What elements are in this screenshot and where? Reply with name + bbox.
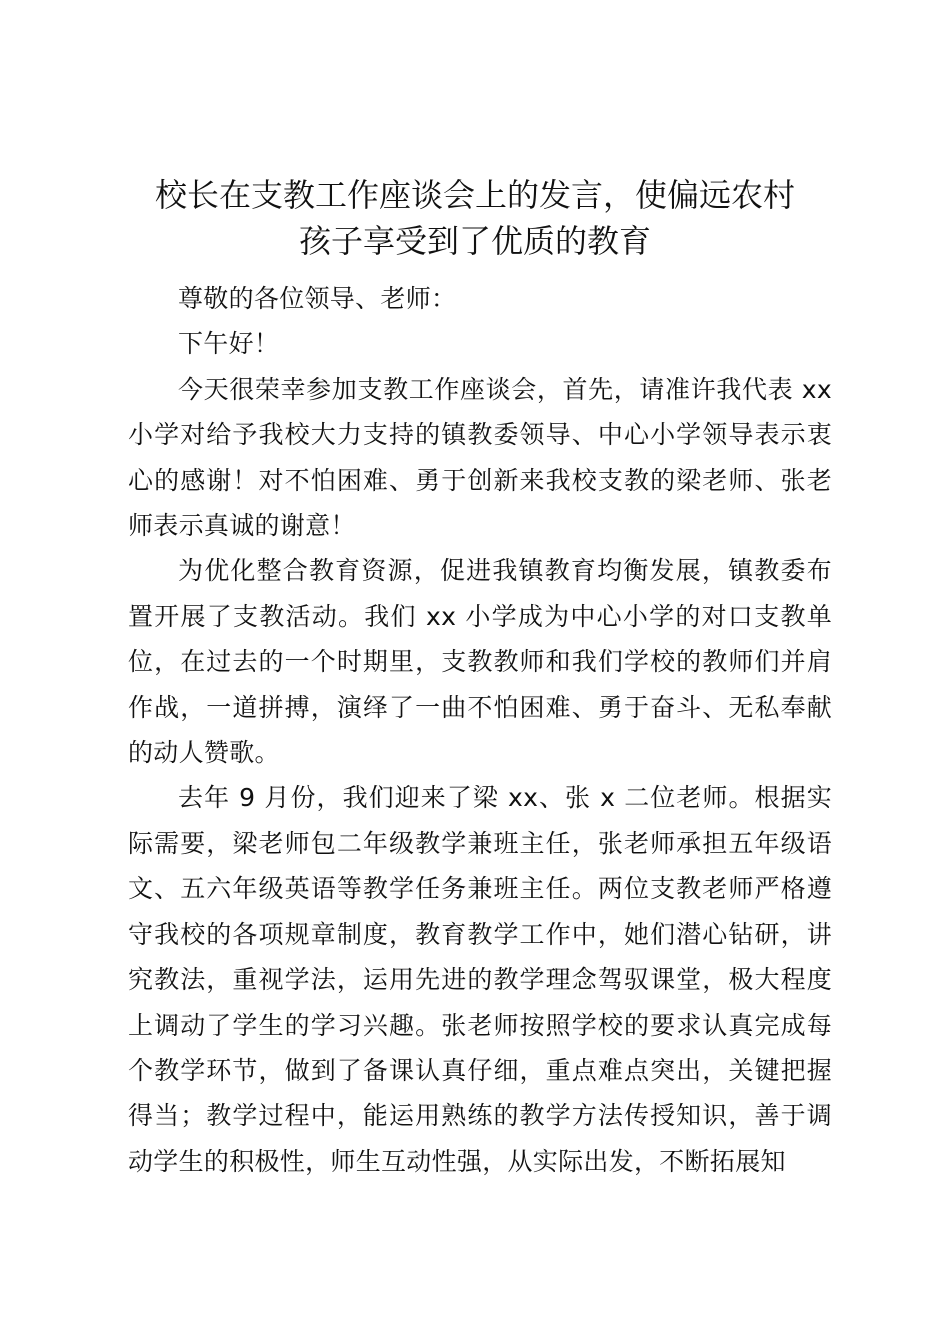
title-line-2: 孩子享受到了优质的教育 bbox=[298, 222, 651, 260]
document-title bbox=[100, 172, 850, 264]
document-body bbox=[128, 276, 832, 1184]
body-paragraph: 为优化整合教育资源，促进我镇教育均衡发展，镇教委布置开展了支教活动。我们 xx 小学成为中心小学的对口支教单位，在过去的一个时期里，支教教师和我们学校的教师们并肩作战，一道拼搏，演绎了一曲不怕困难、勇于奋斗、无私奉献的动人赞歌。 bbox=[128, 556, 832, 768]
greeting: 下午好！ bbox=[178, 329, 280, 359]
title-line-1: 校长在支教工作座谈会上的发言，使偏远农村 bbox=[154, 176, 795, 214]
body-paragraph: 今天很荣幸参加支教工作座谈会，首先，请准许我代表 xx 小学对给予我校大力支持的镇教委领导、中心小学领导表示衷心的感谢！对不怕困难、勇于创新来我校支教的梁老师、张老师表示真诚的谢意！ bbox=[128, 374, 832, 541]
salutation: 尊敬的各位领导、老师： bbox=[178, 284, 457, 313]
body-paragraph: 去年 9 月份，我们迎来了梁 xx、张 x 二位老师。根据实际需要，梁老师包二年级教学兼班主任，张老师承担五年级语文、五六年级英语等教学任务兼班主任。两位支教老师严格遵守我校的各项规章制度，教育教学工作中，她们潜心钻研，讲究教法，重视学法，运用先进的教学理念驾驭课堂，极大程度上调动了学生的学习兴趣。张老师按照学校的要求认真完成每个教学环节，做到了备课认真仔细，重点难点突出，关键把握得当；教学过程中，能运用熟练的教学方法传授知识，善于调动学生的积极性，师生互动性强，从实际出发，不断拓展知 bbox=[128, 783, 832, 1176]
